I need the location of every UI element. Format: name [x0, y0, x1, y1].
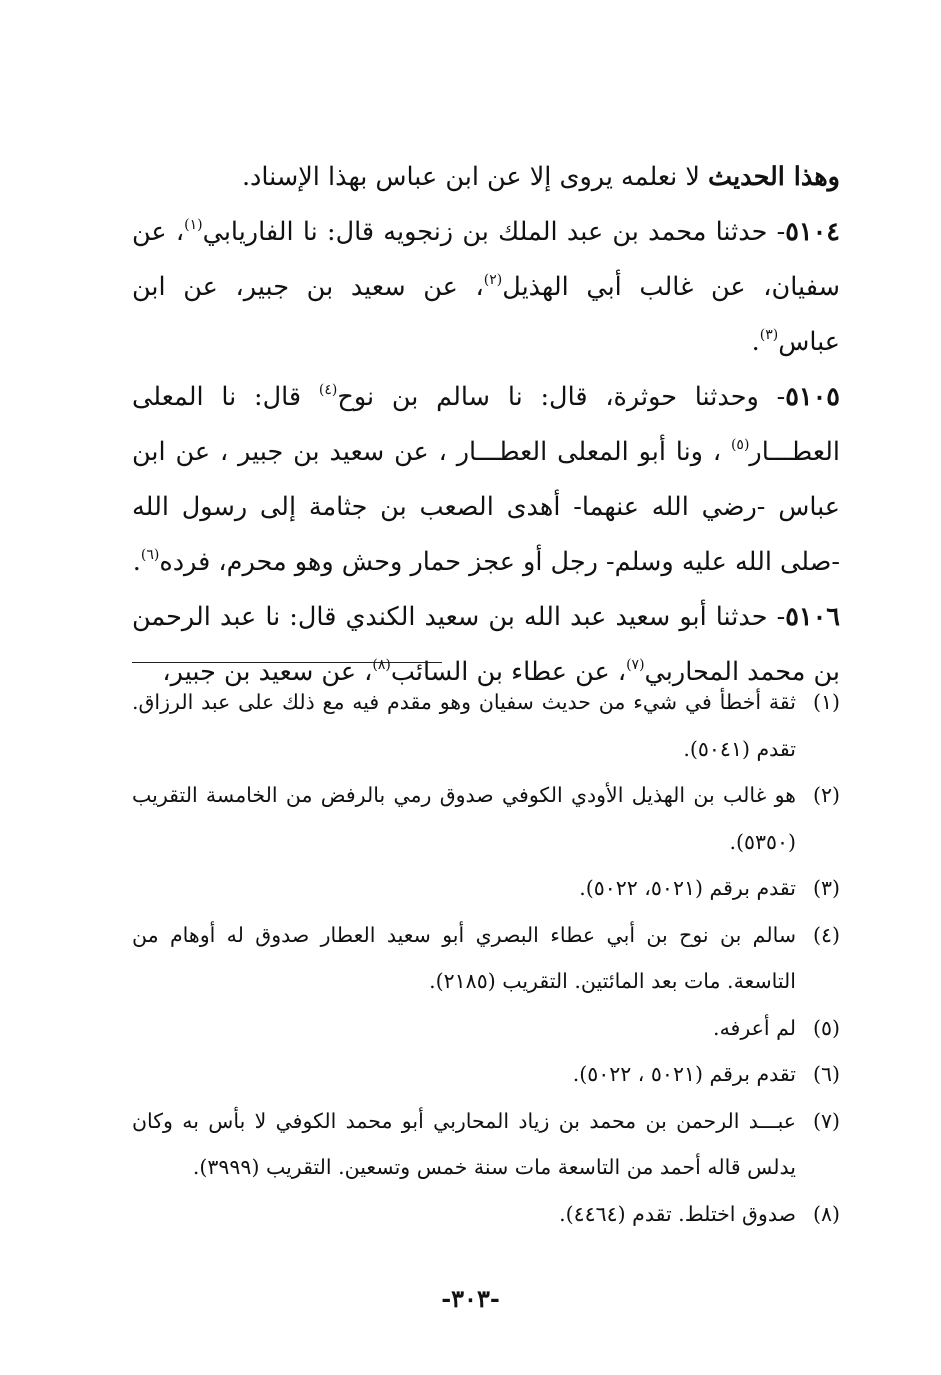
hadith-text: ، ونا أبو المعلى العطـــار ، عن سعيد بن جبير ، عن ابن عباس -رضي الله عنهما- أهدى الصعب بن جثامة إلى رسول الله -صلى الله عليه وسلم- رجل أو عجز حمار وحش وهو محرم، فرده: [132, 437, 840, 577]
footnote-text: صدوق اختلط. تقدم (٤٤٦٤).: [559, 1201, 796, 1226]
bold-phrase: وهذا الحديث: [708, 162, 840, 192]
footnote-2: [132, 772, 840, 865]
hadith-text: ، عن سعيد بن جبير، عن ابن عباس: [132, 272, 840, 357]
hadith-text: ، عن سعيد بن جبير،: [162, 657, 373, 687]
main-text: [132, 150, 840, 700]
footnote-marker[interactable]: (٦): [140, 547, 160, 563]
footnote-marker[interactable]: (٧): [626, 657, 645, 673]
footnote-3: [132, 865, 840, 912]
footnotes-section: [132, 679, 840, 1237]
footnote-marker[interactable]: (٨): [372, 657, 391, 673]
footnote-text: هو غالب بن الهذيل الأودي الكوفي صدوق رمي بالرفض من الخامسة التقريب (٥٣٥٠).: [132, 783, 796, 854]
footnote-label: (٥): [812, 1015, 840, 1040]
footnote-label: (٣): [812, 876, 840, 900]
footnote-8: [132, 1191, 840, 1238]
hadith-5104: [132, 205, 840, 370]
hadith-text: ، عن عطاء بن السائب: [390, 657, 627, 687]
footnote-text: سالم بن نوح بن أبي عطاء البصري أبو سعيد العطار صدوق له أوهام من التاسعة. مات بعد المائتين. التقريب (٢١٨٥).: [132, 922, 796, 993]
footnote-text: تقدم برقم (٥٠٢١، ٥٠٢٢).: [579, 876, 796, 900]
footnote-marker[interactable]: (٥): [730, 437, 750, 453]
footnote-marker[interactable]: (٢): [483, 272, 503, 288]
footnote-marker[interactable]: (٤): [318, 382, 338, 398]
footnote-1: [132, 679, 840, 772]
hadith-number: ٥١٠٦: [785, 602, 840, 632]
hadith-text: .: [132, 547, 141, 577]
hadith-5105: [132, 370, 840, 590]
footnote-text: ثقة أخطأ في شيء من حديث سفيان وهو مقدم فيه مع ذلك على عبد الرزاق. تقدم (٥٠٤١).: [132, 690, 796, 761]
footnote-5: [132, 1005, 840, 1052]
footnote-text: لم أعرفه.: [713, 1015, 796, 1040]
footnote-marker[interactable]: (٣): [759, 327, 779, 343]
hadith-number: ٥١٠٥: [785, 382, 841, 412]
footnote-label: (٤): [812, 922, 840, 947]
footnote-marker[interactable]: (١): [184, 217, 203, 233]
footnote-7: [132, 1098, 840, 1191]
hadith-text: ، عن سفيان، عن غالب أبي الهذيل: [132, 217, 840, 302]
footnote-label: (٨): [812, 1201, 840, 1226]
intro-text: لا نعلمه يروى إلا عن ابن عباس بهذا الإسناد.: [241, 162, 709, 192]
footnote-text: عبـــد الرحمن بن محمد بن زياد المحاربي أبو محمد الكوفي لا بأس به وكان يدلس قاله أحمد من التاسعة مات سنة خمس وتسعين. التقريب (٣٩٩٩).: [132, 1108, 796, 1179]
page-number: -٣٠٣-: [441, 1284, 500, 1313]
hadith-number: ٥١٠٤: [785, 217, 840, 247]
footnote-label: (٢): [812, 783, 840, 807]
footnote-4: [132, 912, 840, 1005]
hadith-text: قال: نا المعلى العطـــار: [132, 382, 840, 467]
hadith-text: - حدثنا أبو سعيد عبد الله بن سعيد الكندي قال: نا عبد الرحمن بن محمد المحاربي: [132, 602, 840, 687]
footnote-divider: [132, 662, 442, 663]
footnote-label: (١): [812, 690, 840, 714]
footnote-6: [132, 1051, 840, 1098]
footnote-label: (٦): [812, 1062, 840, 1086]
hadith-text: - حدثنا محمد بن عبد الملك بن زنجويه قال: نا الفاريابي: [202, 217, 786, 247]
hadith-text: - وحدثنا حوثرة، قال: نا سالم بن نوح: [337, 382, 786, 412]
hadith-text: .: [751, 327, 760, 357]
footnote-label: (٧): [812, 1108, 840, 1133]
footnote-text: تقدم برقم (٥٠٢١ ، ٥٠٢٢).: [572, 1062, 796, 1086]
paragraph-intro: [132, 150, 840, 205]
